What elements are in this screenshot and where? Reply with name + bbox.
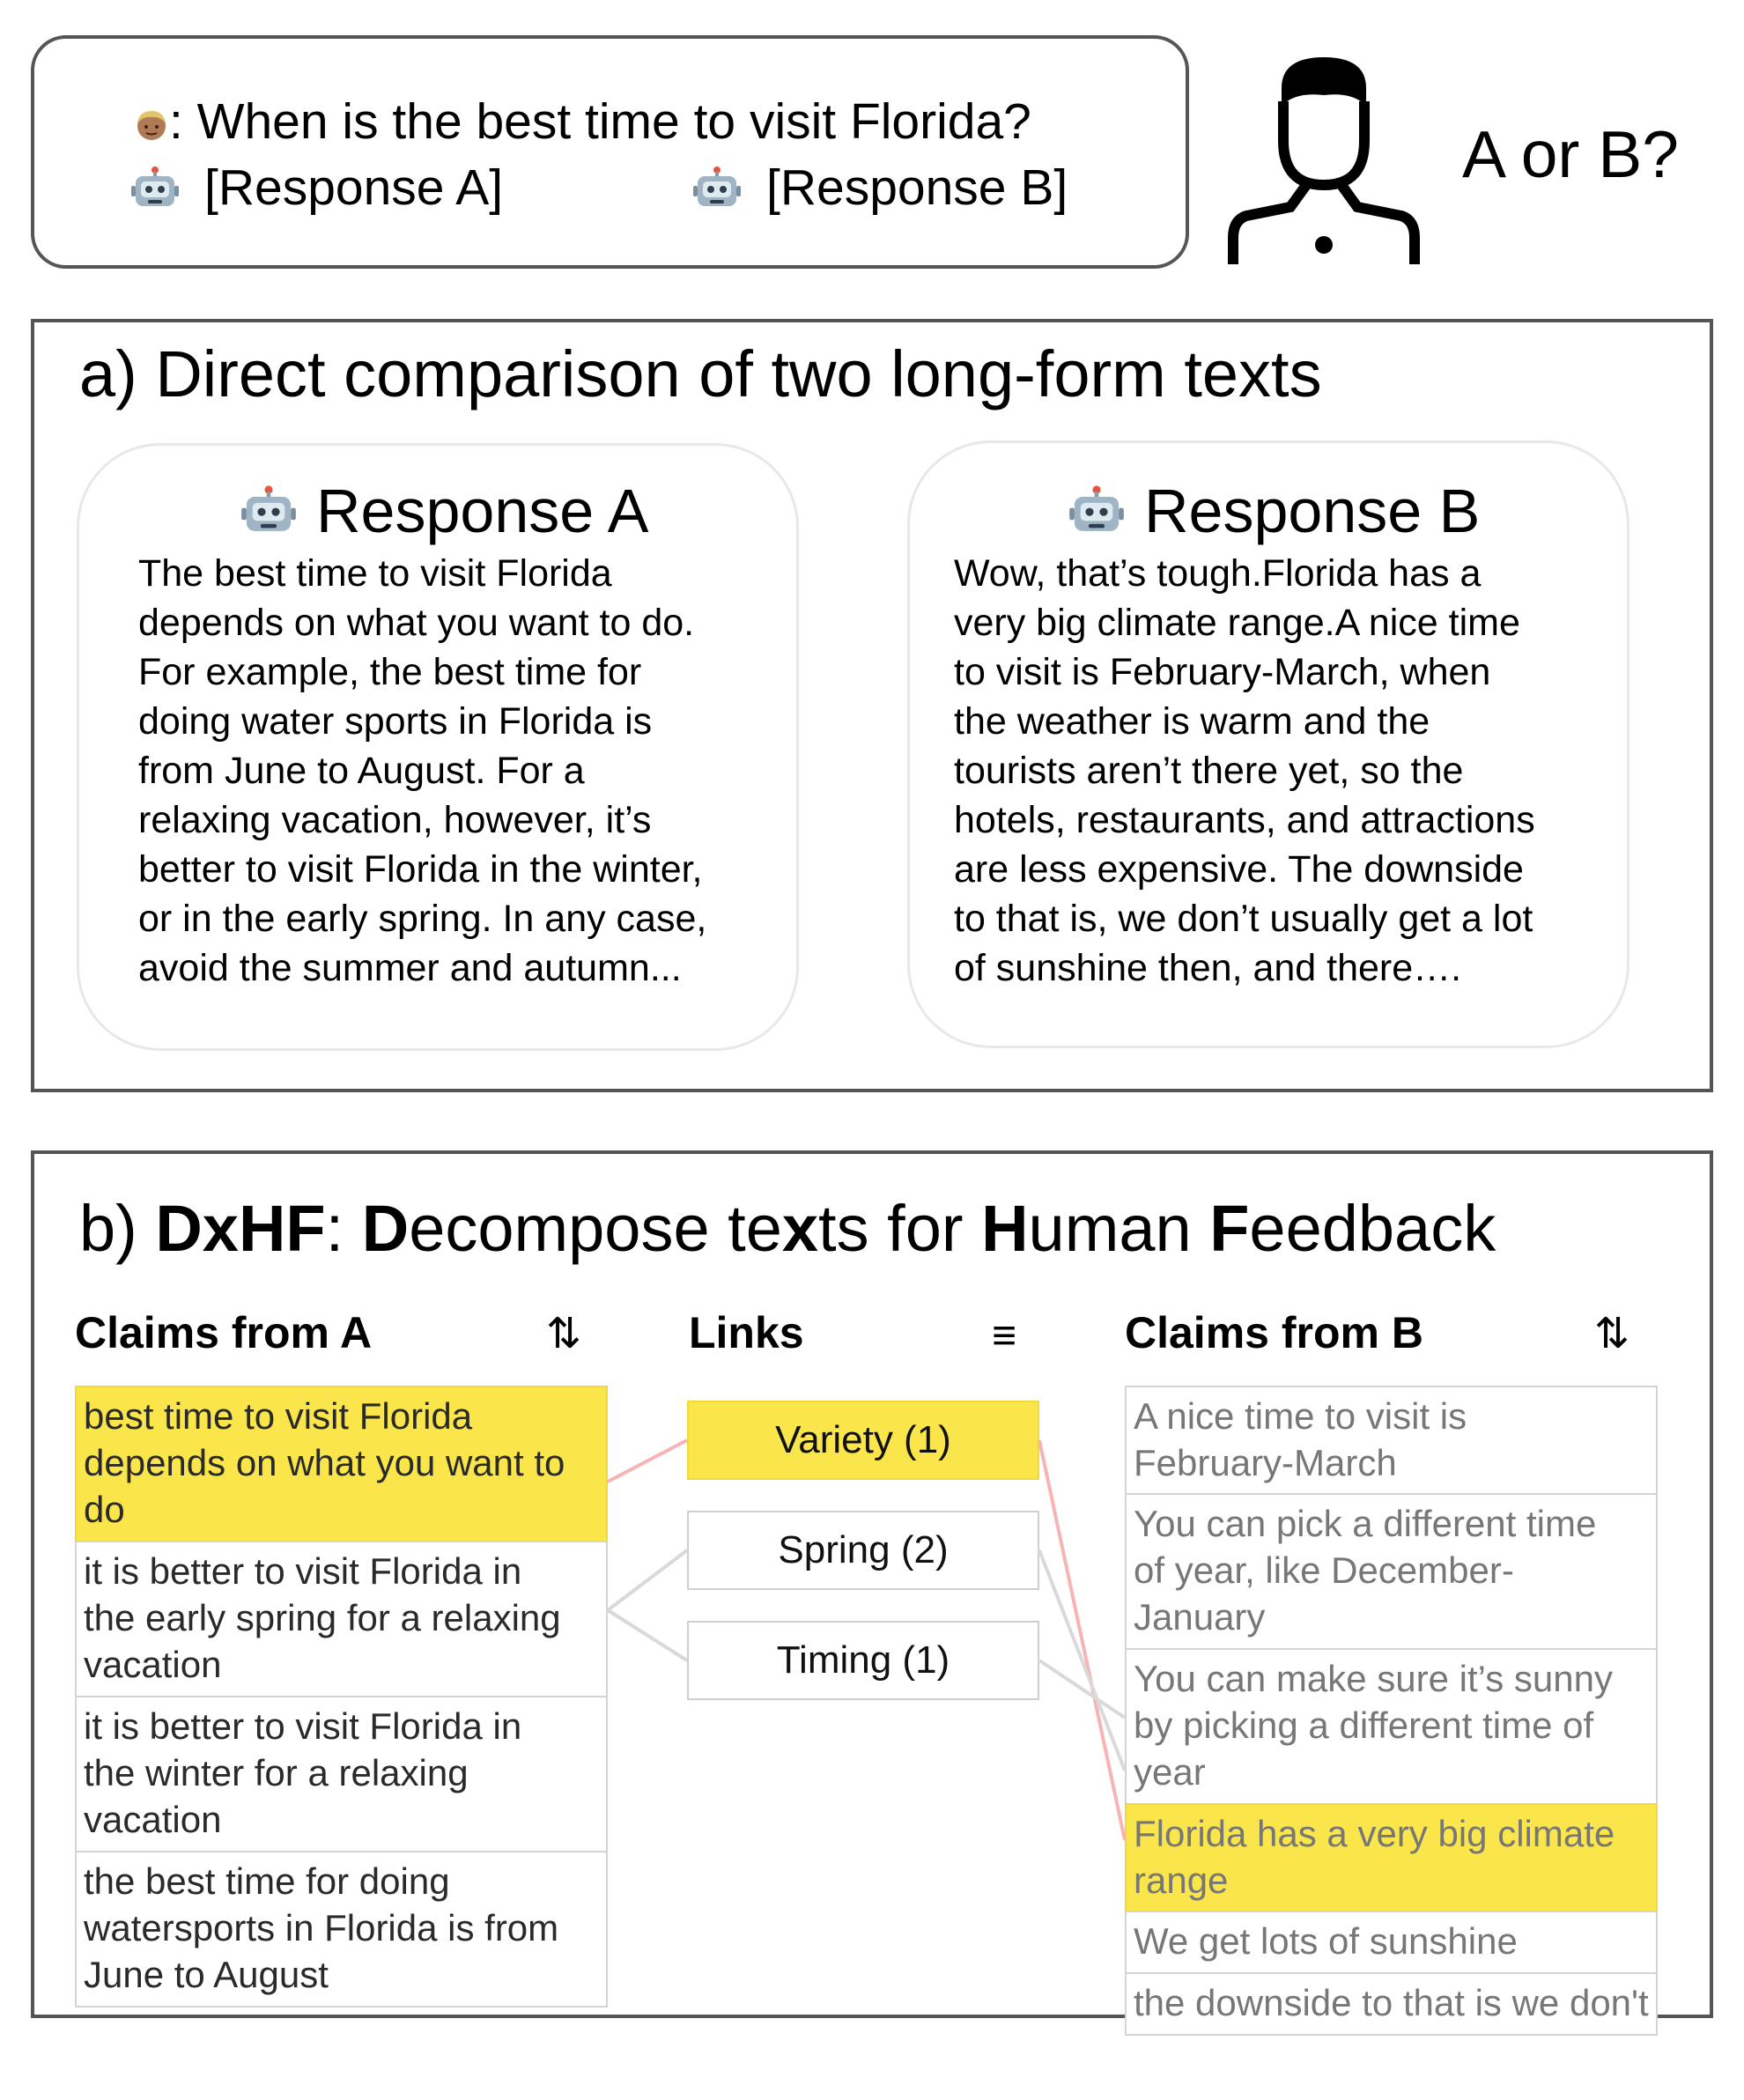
prompt-response-a-line bbox=[130, 159, 503, 217]
sort-icon[interactable]: ⇅ bbox=[1594, 1311, 1630, 1357]
b-claim[interactable]: the downside to that is we don't bbox=[1125, 1972, 1658, 2036]
b-claim[interactable]: A nice time to visit is February-March bbox=[1125, 1386, 1658, 1495]
a-claim[interactable]: it is better to visit Florida in the early spring for a relaxing vacation bbox=[75, 1541, 608, 1697]
menu-icon[interactable]: ≡ bbox=[992, 1312, 1017, 1359]
claims-a-header: Claims from A bbox=[75, 1308, 373, 1357]
prompt-response-b: [Response B] bbox=[766, 159, 1068, 216]
section-b-title-part: ts for bbox=[818, 1192, 982, 1265]
section-a-title: a) Direct comparison of two long-form texts bbox=[79, 337, 1322, 410]
prompt-response-b-line bbox=[692, 159, 1068, 217]
a-claim[interactable]: it is better to visit Florida in the winter for a relaxing vacation bbox=[75, 1696, 608, 1852]
b-claim[interactable]: You can make sure it’s sunny by picking a different time of year bbox=[1125, 1648, 1658, 1805]
response-a-title: Response A bbox=[316, 477, 649, 545]
response-b-body: Wow, that’s tough.Florida has a very big climate range.A nice time to visit is February-March, when the weather is warm and the tourists aren’t there yet, so the hotels, restaurants, and attractions are less expensive. The downside to that is, we don’t usually get a lot of sunshine then, and there…. bbox=[954, 552, 1535, 989]
section-b-title-part: D bbox=[361, 1192, 410, 1265]
section-b-title-part: x bbox=[781, 1192, 819, 1265]
claims-b-header: Claims from B bbox=[1125, 1308, 1423, 1357]
a-claim[interactable]: the best time for doing watersports in Florida is from June to August bbox=[75, 1851, 608, 2008]
section-b-title-part: F bbox=[1209, 1192, 1250, 1265]
b-claim[interactable]: You can pick a different time of year, like December- January bbox=[1125, 1493, 1658, 1650]
robot-icon bbox=[130, 164, 180, 213]
links-list[interactable] bbox=[687, 1401, 1039, 1682]
section-b-title-part: ecompose te bbox=[409, 1192, 782, 1265]
section-b-title bbox=[79, 1194, 1496, 1264]
link-chip[interactable]: Timing (1) bbox=[687, 1621, 1039, 1700]
response-b-title: Response B bbox=[1144, 477, 1481, 545]
robot-icon bbox=[240, 483, 297, 539]
robot-icon bbox=[1068, 483, 1125, 539]
claims-a-list[interactable] bbox=[75, 1386, 608, 1995]
b-claim[interactable]: We get lots of sunshine bbox=[1125, 1911, 1658, 1974]
response-b-title-line bbox=[1068, 476, 1480, 546]
user-at-laptop-icon bbox=[1229, 53, 1418, 264]
prompt-question-line bbox=[134, 92, 1031, 151]
response-a-title-line bbox=[240, 476, 648, 546]
link-chip[interactable]: Spring (2) bbox=[687, 1511, 1039, 1590]
section-b-title-part: H bbox=[981, 1192, 1029, 1265]
prompt-response-a: [Response A] bbox=[204, 159, 504, 216]
response-a-body: The best time to visit Florida depends on what you want to do. For example, the best time for doing water sports in Florida is from June to August. For a relaxing vacation, however, it’s better to visit Florida in the winter, or in the early spring. In any case, avoid the summer and autumn... bbox=[138, 552, 707, 989]
b-claim[interactable]: Florida has a very big climate range bbox=[1125, 1803, 1658, 1912]
links-header: Links bbox=[689, 1308, 804, 1357]
sort-icon[interactable]: ⇅ bbox=[546, 1311, 582, 1357]
claims-b-list[interactable] bbox=[1125, 1386, 1658, 2023]
section-b-title-prefix: b) bbox=[79, 1192, 156, 1265]
prompt-question-text: : When is the best time to visit Florida? bbox=[169, 93, 1031, 150]
link-chip[interactable]: Variety (1) bbox=[687, 1401, 1039, 1480]
section-b-title-part: : bbox=[325, 1192, 362, 1265]
a-claim[interactable]: best time to visit Florida depends on what you want to do bbox=[75, 1386, 608, 1542]
robot-icon bbox=[692, 164, 742, 213]
prompt-box bbox=[31, 35, 1189, 269]
a-or-b-question: A or B? bbox=[1462, 117, 1679, 191]
section-b-title-part: uman bbox=[1028, 1192, 1210, 1265]
section-b-title-part: eedback bbox=[1249, 1192, 1496, 1265]
user-face-icon bbox=[134, 107, 169, 143]
section-b-title-part: DxHF bbox=[155, 1192, 326, 1265]
